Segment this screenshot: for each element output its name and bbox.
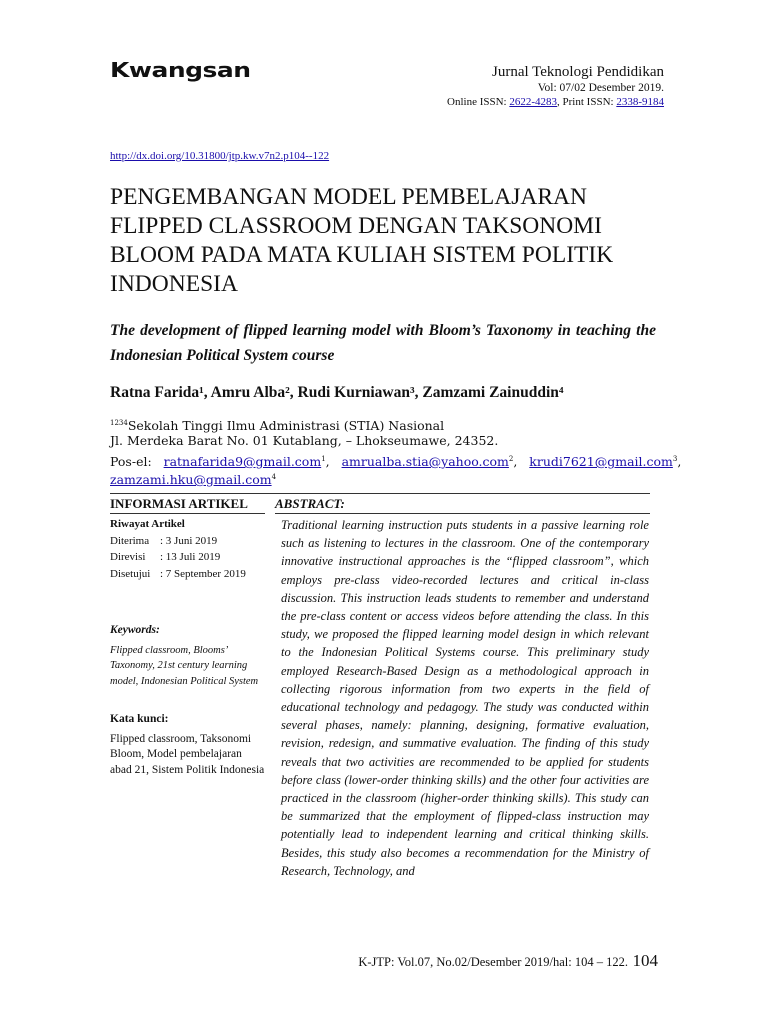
doi-link[interactable]: http://dx.doi.org/10.31800/jtp.kw.v7n2.p104--122 <box>110 150 330 162</box>
email-label: Pos-el: <box>110 454 152 470</box>
journal-logo: Kwangsan <box>110 58 251 82</box>
journal-name: Jurnal Teknologi Pendidikan <box>492 64 664 80</box>
date-revised <box>110 549 265 566</box>
online-issn-link[interactable]: 2622-4283 <box>509 96 558 108</box>
email-sup: 4 <box>271 473 277 481</box>
top-rule <box>110 493 650 494</box>
article-info-heading: INFORMASI ARTIKEL <box>110 496 248 511</box>
email-link[interactable]: ratnafarida9@gmail.com <box>163 454 322 470</box>
affiliation-address: Jl. Merdeka Barat No. 01 Kutablang, – Lhokseumawe, 24352. <box>110 433 499 448</box>
article-info-column <box>110 516 265 778</box>
date-received <box>110 533 265 550</box>
email-line-2 <box>110 468 276 489</box>
date-label: Direvisi <box>110 551 146 563</box>
email-link[interactable]: amrualba.stia@yahoo.com <box>341 454 509 470</box>
keywords-text: Flipped classroom, Blooms’ Taxonomy, 21st century learning model, Indonesian Political System <box>110 644 259 687</box>
affiliation-sup: 1234 <box>110 419 128 427</box>
info-rule <box>110 513 265 514</box>
print-issn-link[interactable]: 2338-9184 <box>616 96 664 108</box>
date-label: Diterima <box>110 534 150 547</box>
email-sup: 3 <box>672 455 678 463</box>
journal-issn <box>324 95 664 109</box>
paper-title: PENGEMBANGAN MODEL PEMBELAJARAN FLIPPED CLASSROOM DENGAN TAKSONOMI BLOOM PADA MATA KULIAH SISTEM POLITIK INDONESIA <box>110 184 614 297</box>
keywords-label: Keywords: <box>110 624 160 636</box>
institution-name: Sekolah Tinggi Ilmu Administrasi (STIA) Nasional <box>127 418 445 434</box>
kata-kunci-label: Kata kunci: <box>110 713 169 725</box>
date-value: : 3 Juni 2019 <box>160 534 218 547</box>
date-accepted <box>110 566 265 583</box>
journal-volume: Vol: 07/02 Desember 2019. <box>537 82 664 94</box>
date-value: : 7 September 2019 <box>160 567 246 580</box>
footer-citation: K-JTP: Vol.07, No.02/Desember 2019/hal: 104 – 122. <box>358 955 628 969</box>
kata-kunci-text: Flipped classroom, Taksonomi Bloom, Model pembelajaran abad 21, Sistem Politik Indonesia <box>110 732 265 776</box>
date-label: Disetujui <box>110 567 151 580</box>
email-sup: 1 <box>321 455 326 463</box>
date-value: : 13 Juli 2019 <box>160 551 221 563</box>
email-sup: 2 <box>508 455 514 463</box>
abstract-heading: ABSTRACT: <box>275 496 345 511</box>
issn-prefix: Online ISSN: <box>447 96 510 108</box>
author-list: Ratna Farida¹, Amru Alba², Rudi Kurniawan³, Zamzami Zainuddin⁴ <box>110 384 564 401</box>
paper-subtitle: The development of flipped learning model with Bloom’s Taxonomy in teaching the Indonesian Political System course <box>110 322 656 364</box>
email-line-1: Pos-el: ratnafarida9@gmail.com$^1$, amrualba.stia@yahoo.com$^2$, krudi7621@gmail.com$^3$, <box>110 454 682 470</box>
email-link[interactable]: zamzami.hku@gmail.com <box>110 472 272 488</box>
abstract-body: Traditional learning instruction puts students in a passive learning role such as listening to lectures in the classroom. One of the contemporary innovative instructional approaches is the “flipped classroom”, which employs pre-class video-recorded lectures and critical in-class discussion. This instruction leads students to remember and understand the pre-class content or access videos before attending the class. In this study, we proposed the flipped learning model design in which relevant to the Indonesian Political Systems course. This preliminary study employed Research-Based Design as a methodological approach in collecting rigorous information from two experts in the field of educational technology and pedagogy. The study was conducted within several phases, namely: planning, designing, formative evaluation, revision, redesign, and summative evaluation. The finding of this study reveals that two activities are recommended to be applied for students before class (lower-order thinking skills) and the other four activities are practiced in the classroom (higher-order thinking skills). This study can be summarized that the employment of flipped-class instruction may potentially lead to independent learning and critical thinking skills. Besides, this study also becomes a recommendation for the Ministry of Research, Technology, and <box>281 518 649 878</box>
issn-mid: , Print ISSN: <box>557 96 617 108</box>
history-label: Riwayat Artikel <box>110 518 185 530</box>
journal-header <box>324 64 664 109</box>
page-number: 104 <box>632 951 658 970</box>
email-link[interactable]: krudi7621@gmail.com <box>529 454 673 470</box>
abstract-rule <box>275 513 650 514</box>
